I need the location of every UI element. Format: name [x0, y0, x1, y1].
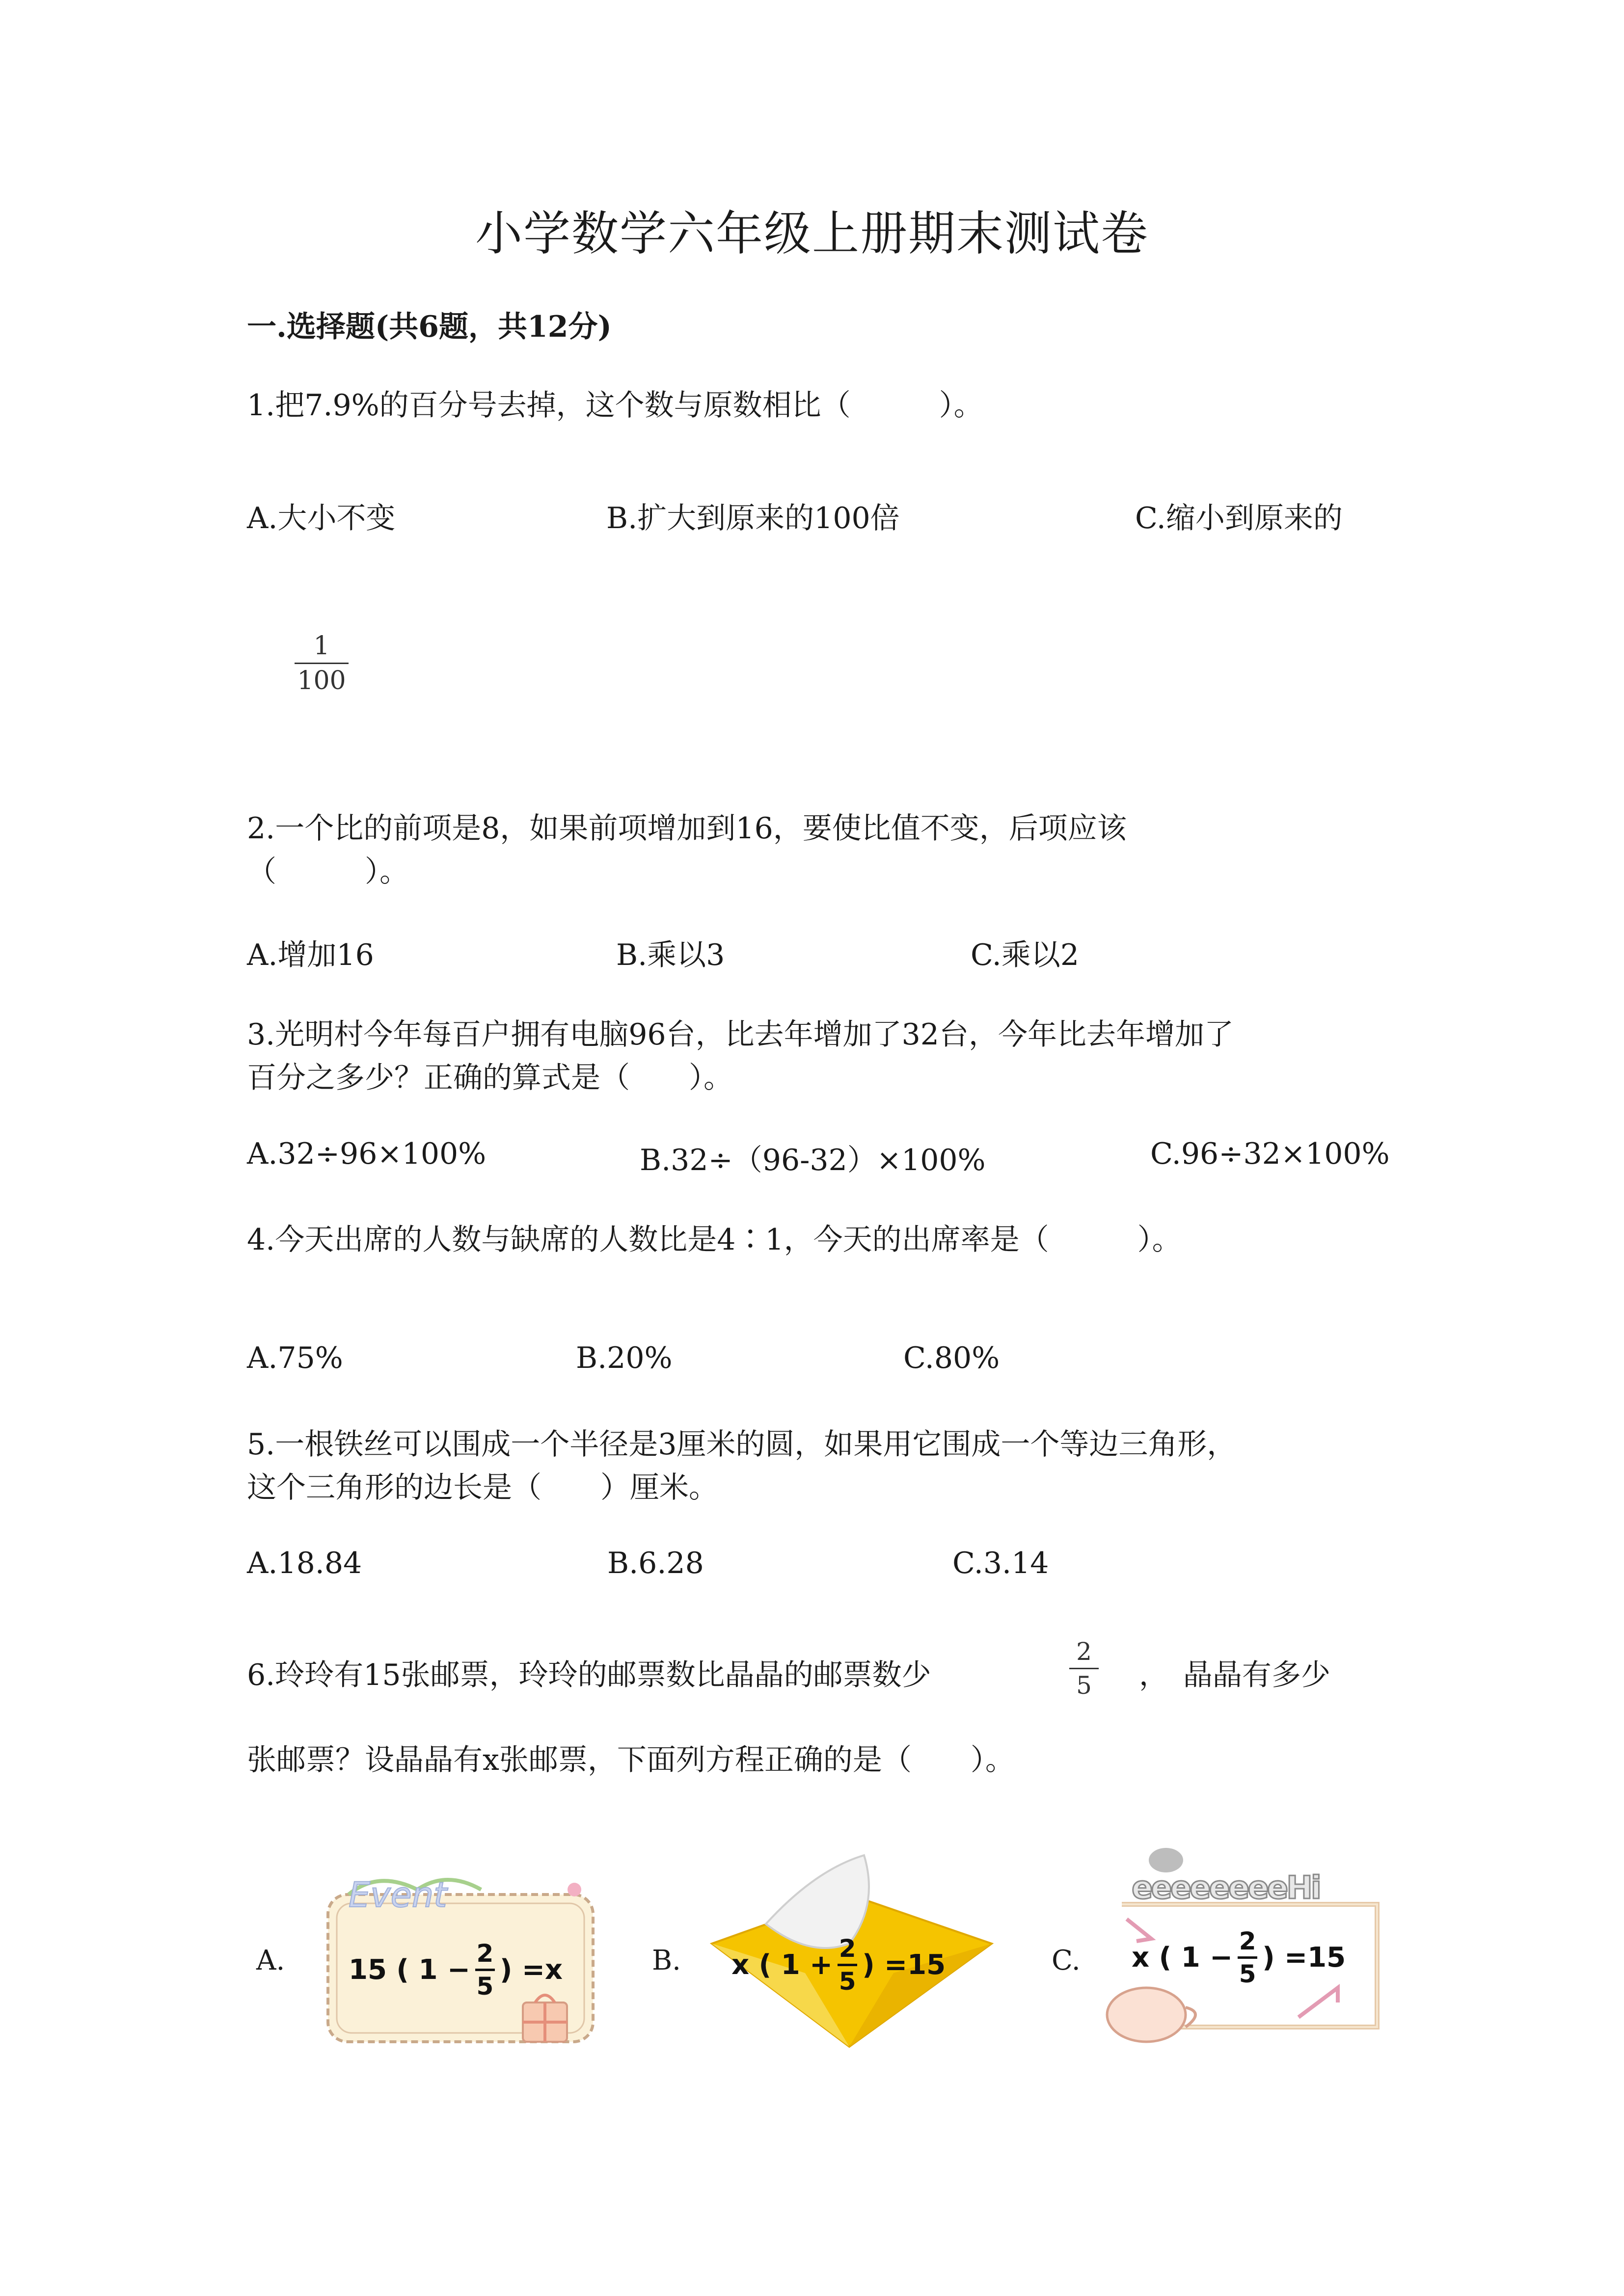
question-6-line-1a: 6.玲玲有15张邮票，玲玲的邮票数比晶晶的邮票数少	[247, 1658, 931, 1692]
q6-fraction-numerator: 2	[1076, 1637, 1092, 1666]
fraction-bar	[295, 663, 349, 664]
q4-option-c[interactable]: C.80%	[903, 1341, 1000, 1375]
q6-option-a-equation	[349, 1941, 563, 1999]
q6-option-b-eq-num: 2	[839, 1934, 856, 1963]
q6-option-c-eq-fraction	[1238, 1929, 1257, 1986]
q1-option-a[interactable]: A.大小不变	[247, 501, 396, 535]
q1-fraction-denominator: 100	[297, 666, 346, 695]
q6-option-c-card[interactable]	[1092, 1841, 1397, 2061]
q2-option-c[interactable]: C.乘以2	[971, 938, 1080, 972]
fraction-bar	[1238, 1956, 1257, 1959]
q6-option-a-eq-den: 5	[476, 1972, 494, 2001]
q6-option-b-eq-pre: x ( 1 +	[731, 1949, 833, 1981]
q3-option-a[interactable]: A.32÷96×100%	[247, 1137, 487, 1171]
question-2-line-2: （ ）。	[247, 854, 409, 889]
q5-option-c[interactable]: C.3.14	[952, 1546, 1049, 1580]
question-6-line-2: 张邮票？设晶晶有x张邮票，下面列方程正确的是（ ）。	[247, 1743, 1015, 1777]
q6-option-a-eq-num: 2	[476, 1939, 494, 1968]
q6-option-a-eq-post: ) =x	[499, 1954, 563, 1986]
q6-option-c-eq-post: ) =15	[1262, 1942, 1346, 1974]
q6-option-a-label[interactable]: A.	[256, 1945, 285, 1976]
question-5-line-2: 这个三角形的边长是（ ）厘米。	[247, 1470, 718, 1505]
q2-option-b[interactable]: B.乘以3	[616, 938, 725, 972]
q2-option-a[interactable]: A.增加16	[247, 938, 374, 972]
question-5-line-1: 5.一根铁丝可以围成一个半径是3厘米的圆，如果用它围成一个等边三角形，	[247, 1427, 1237, 1462]
q6-option-c-eq-pre: x ( 1 −	[1132, 1942, 1233, 1974]
q1-option-c[interactable]: C.缩小到原来的	[1135, 501, 1343, 535]
q6-option-b-card[interactable]	[702, 1850, 997, 2056]
q5-option-b[interactable]: B.6.28	[607, 1546, 704, 1580]
q6-option-b-eq-fraction	[838, 1936, 857, 1994]
page-title: 小学数学六年级上册期末测试卷	[475, 206, 1149, 261]
q1-fraction-numerator: 1	[313, 631, 330, 661]
q6-option-c-label[interactable]: C.	[1052, 1945, 1081, 1976]
question-2-line-1: 2.一个比的前项是8，如果前项增加到16，要使比值不变，后项应该	[247, 811, 1127, 846]
question-4-text: 4.今天出席的人数与缺席的人数比是4∶1，今天的出席率是（ ）。	[247, 1223, 1182, 1257]
question-6-line-1b: ， 晶晶有多少	[1139, 1658, 1330, 1692]
q6-option-a-eq-pre: 15 ( 1 −	[349, 1954, 470, 1986]
q6-option-b-eq-den: 5	[839, 1967, 856, 1996]
q6-option-c-eq-num: 2	[1239, 1927, 1256, 1955]
q3-option-c[interactable]: C.96÷32×100%	[1150, 1137, 1390, 1171]
q3-option-b[interactable]: B.32÷（96-32）×100%	[640, 1143, 986, 1177]
q6-fraction	[1069, 1639, 1099, 1698]
q4-option-b[interactable]: B.20%	[576, 1341, 673, 1375]
q6-option-b-eq-post: ) =15	[862, 1949, 946, 1981]
fraction-bar	[1069, 1668, 1099, 1669]
q6-option-a-eq-fraction	[475, 1941, 495, 1999]
q6-option-b-label[interactable]: B.	[652, 1945, 681, 1976]
question-1-text: 1.把7.9%的百分号去掉，这个数与原数相比（ ）。	[247, 388, 983, 423]
q4-option-a[interactable]: A.75%	[247, 1341, 343, 1375]
q5-option-a[interactable]: A.18.84	[247, 1546, 362, 1580]
question-3-line-1: 3.光明村今年每百户拥有电脑96台，比去年增加了32台，今年比去年增加了	[247, 1017, 1234, 1052]
q6-fraction-denominator: 5	[1076, 1671, 1092, 1700]
q6-option-c-eq-den: 5	[1239, 1960, 1256, 1988]
fraction-bar	[475, 1969, 495, 1971]
section-heading: 一.选择题(共6题，共12分)	[247, 310, 612, 344]
q1-option-b[interactable]: B.扩大到原来的100倍	[606, 501, 900, 535]
q1-fraction	[295, 633, 349, 694]
q6-option-c-equation	[1132, 1929, 1346, 1986]
q6-option-c-decoration-text: eeeeeeeeHi	[1132, 1870, 1320, 1906]
fraction-bar	[838, 1964, 857, 1966]
q6-option-a-decoration-text: Event	[349, 1875, 447, 1915]
question-3-line-2: 百分之多少？正确的算式是（ ）。	[247, 1061, 733, 1095]
q6-option-b-equation	[731, 1936, 946, 1994]
q6-option-a-card[interactable]	[319, 1860, 601, 2052]
